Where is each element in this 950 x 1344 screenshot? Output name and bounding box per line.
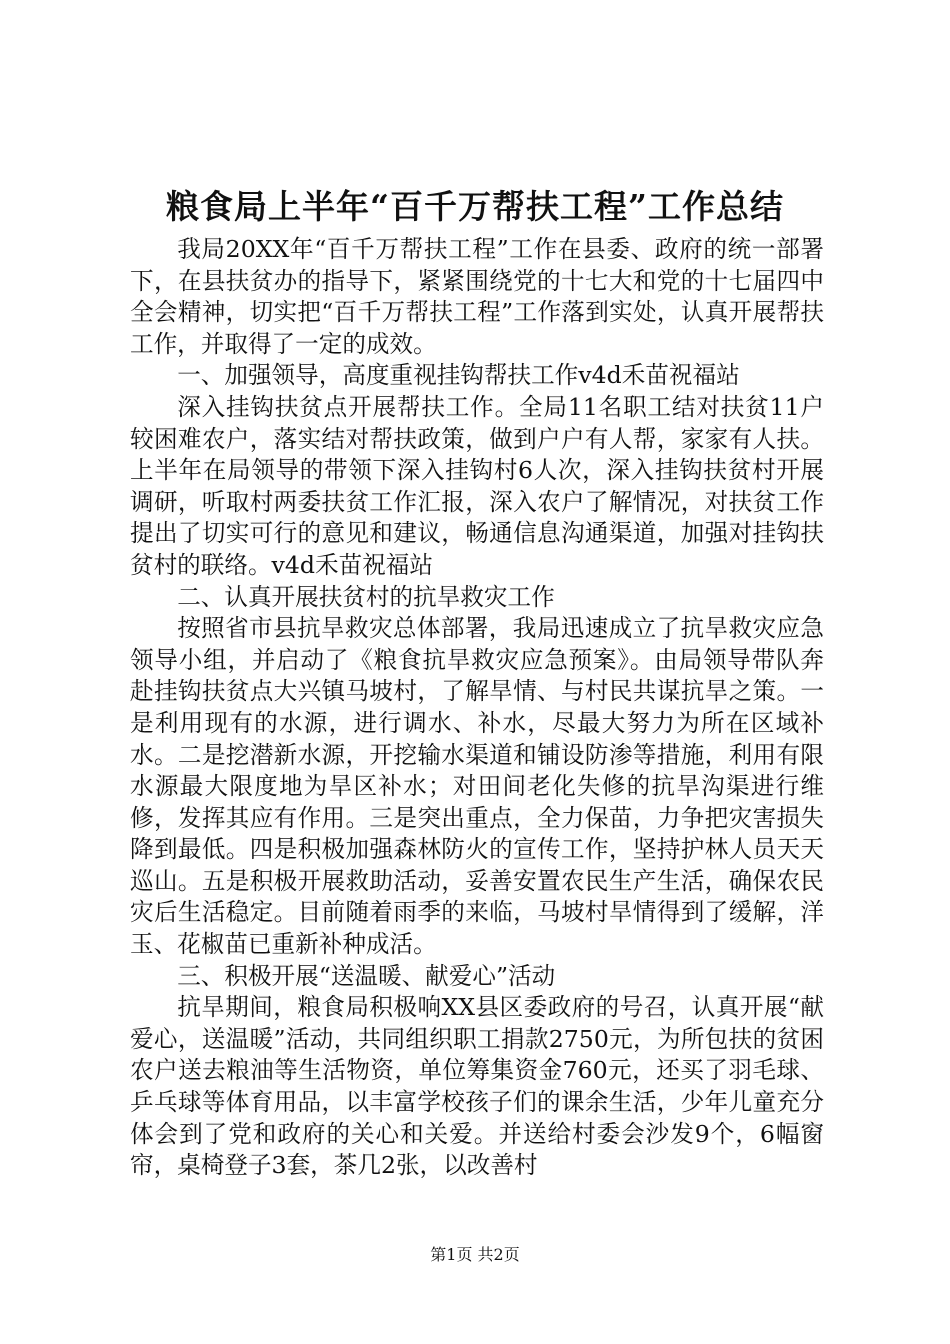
document-body — [130, 234, 824, 1182]
paragraph-section-1: 深入挂钩扶贫点开展帮扶工作。全局11名职工结对扶贫11户较困难农户，落实结对帮扶政策，做到户户有人帮，家家有人扶。上半年在局领导的带领下深入挂钩村6人次，深入挂钩扶贫村开展调研，听取村两委扶贫工作汇报，深入农户了解情况，对扶贫工作提出了切实可行的意见和建议，畅通信息沟通渠道，加强对挂钩扶贫村的联络。v4d禾苗祝福站 — [130, 392, 824, 579]
document-title: 粮食局上半年“百千万帮扶工程”工作总结 — [166, 187, 784, 226]
section-heading-3: 三、积极开展“送温暖、献爱心”活动 — [177, 961, 556, 990]
page-number-footer: 第1页 共2页 — [430, 1245, 520, 1264]
paragraph-section-2: 按照省市县抗旱救灾总体部署，我局迅速成立了抗旱救灾应急领导小组，并启动了《粮食抗旱救灾应急预案》。由局领导带队奔赴挂钩扶贫点大兴镇马坡村，了解旱情、与村民共谋抗旱之策。一是利用现有的水源，进行调水、补水，尽最大努力为所在区域补水。二是挖潜新水源，开挖输水渠道和铺设防渗等措施，利用有限水源最大限度地为旱区补水；对田间老化失修的抗旱沟渠进行维修，发挥其应有作用。三是突出重点，全力保苗，力争把灾害损失降到最低。四是积极加强森林防火的宣传工作，坚持护林人员天天巡山。五是积极开展救助活动，妥善安置农民生产生活，确保农民灾后生活稳定。目前随着雨季的来临，马坡村旱情得到了缓解，洋玉、花椒苗已重新补种成活。 — [130, 614, 824, 959]
section-heading-2: 二、认真开展扶贫村的抗旱救灾工作 — [177, 582, 555, 611]
section-heading-1: 一、加强领导，高度重视挂钩帮扶工作v4d禾苗祝福站 — [177, 361, 740, 390]
paragraph-intro: 我局20XX年“百千万帮扶工程”工作在县委、政府的统一部署下，在县扶贫办的指导下，紧紧围绕党的十七大和党的十七届四中全会精神，切实把“百千万帮扶工程”工作落到实处，认真开展帮扶工作，并取得了一定的成效。 — [130, 235, 824, 358]
paragraph-section-3: 抗旱期间，粮食局积极响XX县区委政府的号召，认真开展“献爱心，送温暖”活动，共同组织职工捐款2750元，为所包扶的贫困农户送去粮油等生活物资，单位筹集资金760元，还买了羽毛球、乒乓球等体育用品，以丰富学校孩子们的课余生活，少年儿童充分体会到了党和政府的关心和关爱。并送给村委会沙发9个，6幅窗帘，桌椅登子3套，茶几2张，以改善村 — [130, 993, 824, 1180]
